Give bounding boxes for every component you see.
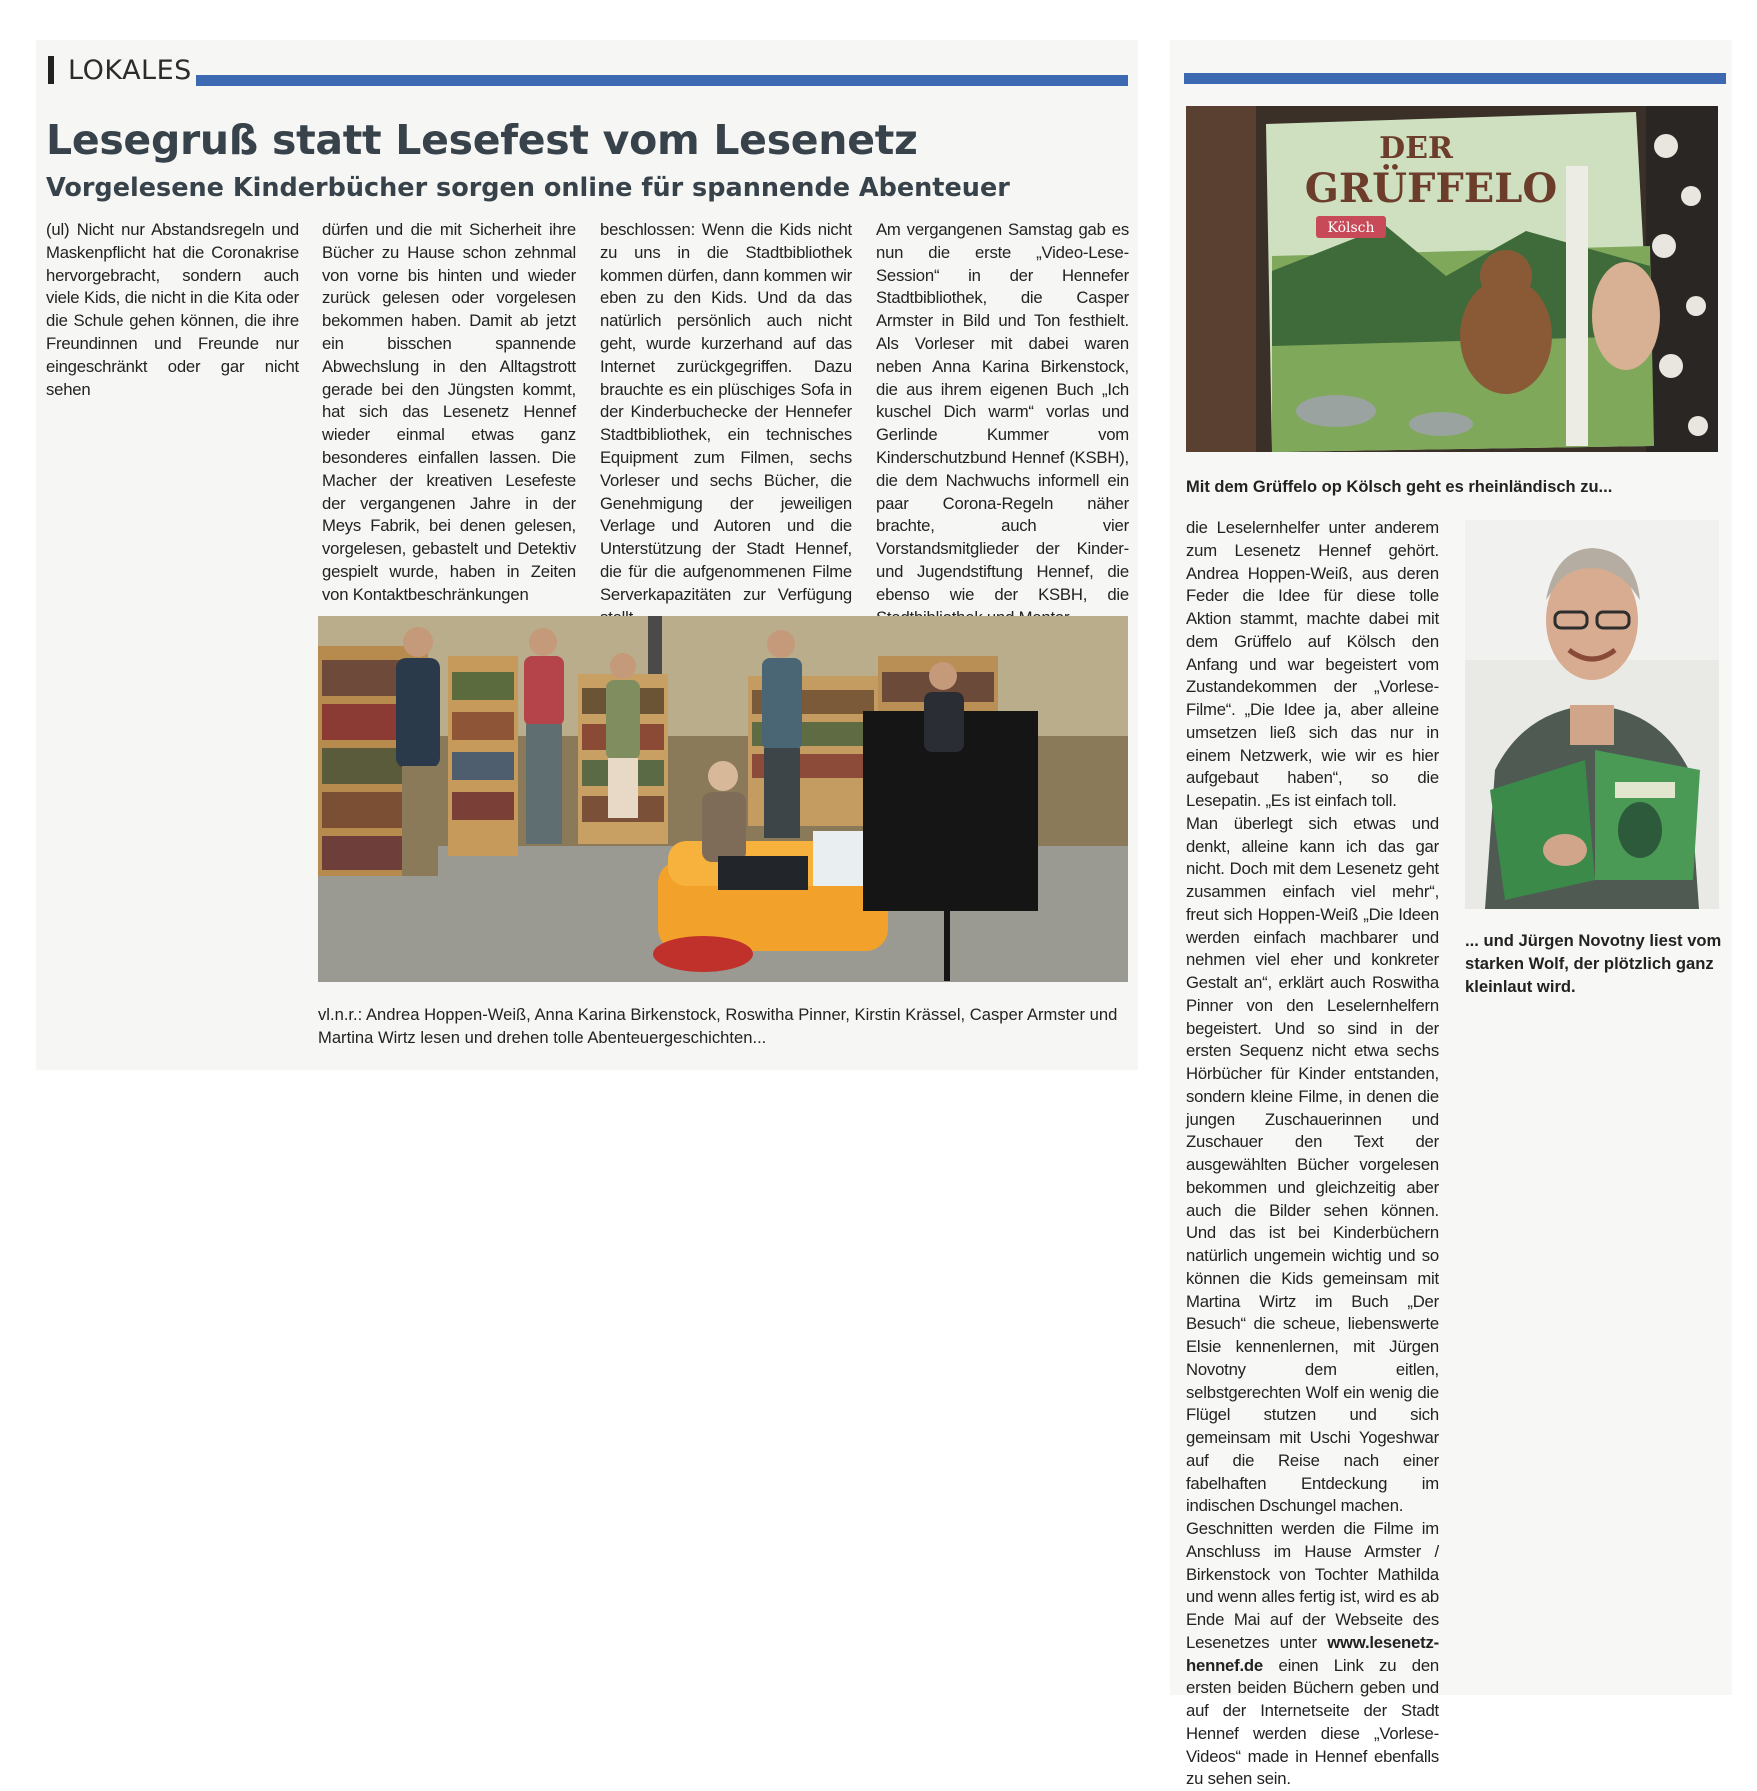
article-column-1: (ul) Nicht nur Abstandsregeln und Maskenpflicht hat die Coronakrise hervorgebracht, sondern auch viele Kids, die nicht in die Kita oder die Schule gehen können, die ihre Freundinnen und Freunde nur eingeschränkt oder gar nicht sehen bbox=[46, 220, 299, 399]
website-link[interactable]: www.lesenetz-hennef.de bbox=[1186, 1632, 1439, 1675]
group-photo-library bbox=[318, 616, 1128, 982]
book-title-main: GRÜFFELO bbox=[1304, 165, 1558, 212]
article-column-5 bbox=[1186, 517, 1439, 1791]
article-column-2: dürfen und die mit Sicherheit ihre Bücher zu Hause schon zehnmal von vorne bis hinten und wieder zurück gelesen oder vorgelesen bekommen haben. Damit ab jetzt ein bisschen spannende Abwechslung in den Alltagstrott gerade bei den Jüngsten kommt, hat sich das Lesenetz Hennef wieder einmal etwas ganz besonderes einfallen lassen. Die Macher der kreativen Lesefeste der vergangenen Jahre in der Meys Fabrik, bei denen gelesen, vorgelesen, gebastelt und Detektiv gespielt wurde, haben in Zeiten von Kontaktbeschränkungen bbox=[322, 220, 576, 604]
reader-portrait-photo bbox=[1465, 520, 1719, 909]
caption-group-photo: vl.n.r.: Andrea Hoppen-Weiß, Anna Karina Birkenstock, Roswitha Pinner, Kirstin Krässel, Casper Armster und Martina Wirtz lesen und drehen tolle Abenteuergeschichten... bbox=[318, 1005, 1118, 1047]
column-5-paragraph-2: Man überlegt sich etwas und denkt, alleine kann ich das gar nicht. Doch mit dem Lesenetz geht zusammen einfach viel mehr“, freut sich Hoppen-Weiß „Die Ideen werden einfach machbarer und nehmen viel eher und konkreter Gestalt an“, erklärt auch Roswitha Pinner von den Leselernhelfern begeistert. Und so sind in der ersten Sequenz nicht etwa sechs Hörbücher für Kinder entstanden, sondern kleine Filme, in denen die jungen Zuschauerinnen und Zuschauer den Text der ausgewählten Bücher vorgelesen bekommen und gleichzeitig aber auch die Bilder sehen können. Und das ist bei Kinderbüchern natürlich ungemein wichtig und so können die Kids gemeinsam mit Martina Wirtz im Buch „Der Besuch“ die scheue, liebenswerte Elsie kennenlernen, mit Jürgen Novotny dem eitlen, selbstgerechten Wolf ein wenig die Flügel stutzen und sich gemeinsam mit Uschi Yogeshwar auf die Reise nach einer fabelhaften Entdeckung im indischen Dschungel machen. bbox=[1186, 813, 1439, 1516]
column-5-text-after-link: einen Link zu den ersten beiden Büchern geben und auf der Internetseite der Stadt Hennef werden diese „Vorlese-Videos“ made in Hennef ebenfalls zu sehen sein. bbox=[1186, 1655, 1439, 1789]
header-rule-left bbox=[196, 75, 1128, 86]
header-rule-right bbox=[1184, 73, 1726, 84]
article-subheadline: Vorgelesene Kinderbücher sorgen online für spannende Abenteuer bbox=[46, 173, 1010, 203]
caption-reader-photo: ... und Jürgen Novotny liest vom starken Wolf, der plötzlich ganz kleinlaut wird. bbox=[1465, 931, 1722, 996]
column-5-text-before-link: Geschnitten werden die Filme im Anschluss im Hause Armster / Birkenstock von Tochter Mathilda und wenn alles fertig ist, wird es ab Ende Mai auf der Webseite des Lesenetzes unter bbox=[1186, 1519, 1439, 1652]
book-title-top: DER bbox=[1379, 131, 1453, 166]
section-marker bbox=[48, 56, 54, 84]
article-headline: Lesegruß statt Lesefest vom Lesenetz bbox=[46, 116, 918, 164]
column-5-paragraph-1: die Leselernhelfer unter anderem zum Lesenetz Hennef gehört. Andrea Hoppen-Weiß, aus deren Feder die Idee für diese tolle Aktion stammt, machte dabei mit dem Grüffelo auf Kölsch den Anfang und war begeistert vom Zustandekommen der „Vorlese-Filme“. „Die Idee ja, aber alleine umsetzen ließ sich das nur in einem Netzwerk, wie wir es hier aufgebaut haben“, so die Lesepatin. „Es ist einfach toll. bbox=[1186, 518, 1439, 810]
article-column-3: beschlossen: Wenn die Kids nicht zu uns in die Stadtbibliothek kommen dürfen, dann kommen wir eben zu den Kids. Und da das natürlich persönlich auch nicht geht, wurde kurzerhand auf das Internet zurückgegriffen. Dazu brauchte es ein plüschiges Sofa in der Kinderbuchecke der Hennefer Stadtbibliothek, ein technisches Equipment zum Filmen, sechs Vorleser und sechs Bücher, die Genehmigung der jeweiligen Verlage und Autoren und die Unterstützung der Stadt Hennef, die für die aufgenommenen Filme Serverkapazitäten zur Verfügung bbox=[600, 220, 852, 604]
section-label: LOKALES bbox=[68, 55, 192, 86]
article-column-4: Am vergangenen Samstag gab es nun die erste „Video-Lese-Session“ in der Hennefer Stadtbibliothek, die Casper Armster in Bild und Ton festhielt. Als Vorleser mit dabei waren neben Anna Karina Birkenstock, die aus ihrem eigenen Buch „Ich kuschel Dich warm“ vorlas und Gerlinde Kummer vom Kinderschutzbund Hennef (KSBH), die dem Nachwuchs informell ein paar Corona-Regeln näher brachte, auch vier Vorstandsmitglieder der Kinder- und Jugendstiftung Hennef, die ebenso wie der KSBH, die bbox=[876, 220, 1129, 604]
caption-gruffalo-photo: Mit dem Grüffelo op Kölsch geht es rheinländisch zu... bbox=[1186, 478, 1613, 496]
gruffalo-book-photo bbox=[1186, 106, 1718, 452]
column-5-paragraph-3 bbox=[1186, 1518, 1439, 1791]
book-ribbon-text: Kölsch bbox=[1327, 220, 1375, 236]
